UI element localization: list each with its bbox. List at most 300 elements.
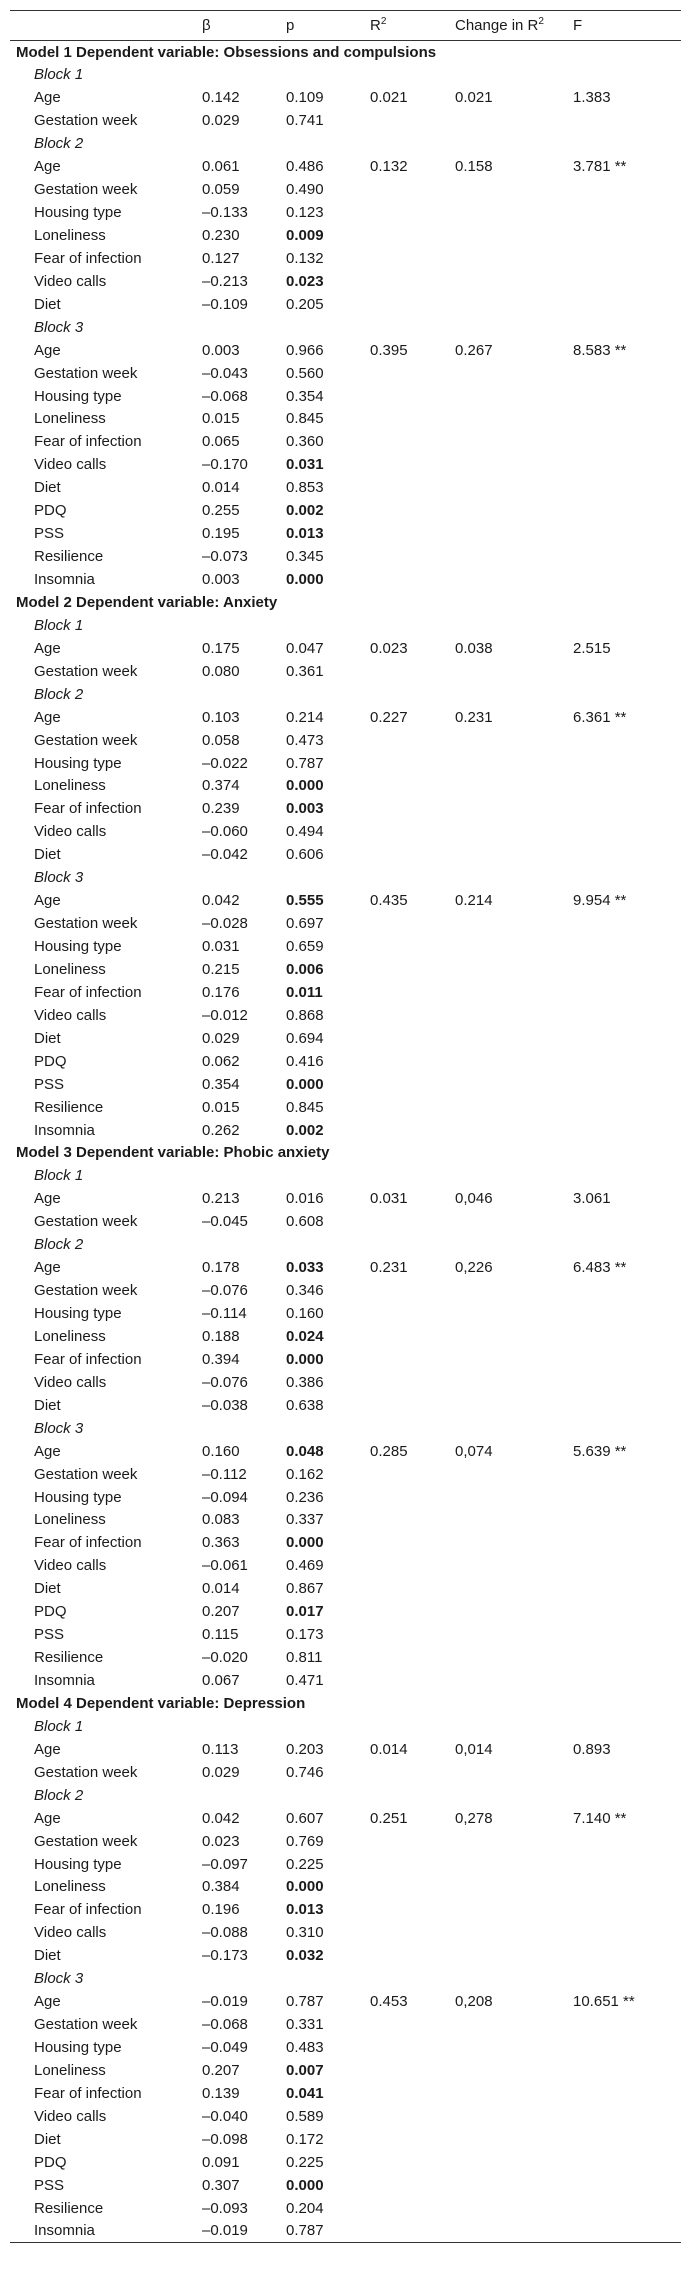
p-value: 0.162 (286, 1465, 324, 1483)
beta-value: –0.076 (202, 1373, 248, 1391)
f-value (569, 453, 681, 476)
block-header-row (10, 316, 681, 339)
change-r2-value (451, 729, 569, 752)
change-r2-value (451, 958, 569, 981)
p-value: 0.361 (286, 662, 324, 680)
variable-name: Age (34, 1442, 61, 1460)
table-row (10, 1073, 681, 1096)
table-row (10, 178, 681, 201)
r2-value (366, 109, 451, 132)
change-r2-value: 0.021 (455, 89, 493, 107)
change-r2-value (451, 2197, 569, 2220)
r2-value (366, 293, 451, 316)
change-r2-value (451, 1279, 569, 1302)
table-row (10, 1440, 681, 1463)
change-r2-value (451, 1853, 569, 1876)
change-r2-value (451, 660, 569, 683)
beta-value: 0.175 (202, 639, 240, 657)
table-row (10, 706, 681, 729)
model-title: Model 1 Dependent variable: Obsessions and compulsions (16, 43, 437, 61)
p-value: 0.845 (286, 410, 324, 428)
f-value (569, 1027, 681, 1050)
p-value: 0.123 (286, 204, 324, 222)
r2-value (366, 1348, 451, 1371)
variable-name: Diet (34, 479, 61, 497)
variable-name: Fear of infection (34, 2084, 142, 2102)
r2-value (366, 958, 451, 981)
r2-value (366, 270, 451, 293)
table-row (10, 1096, 681, 1119)
table-row (10, 86, 681, 109)
p-value: 0.017 (286, 1603, 324, 1621)
r2-value (366, 1646, 451, 1669)
table-row (10, 1486, 681, 1509)
header-p: p (282, 11, 366, 41)
beta-value: –0.094 (202, 1488, 248, 1506)
table-row (10, 1463, 681, 1486)
variable-name: Video calls (34, 1557, 107, 1575)
r2-value (366, 1096, 451, 1119)
model-header-row (10, 1692, 681, 1715)
p-value: 0.331 (286, 2016, 324, 2034)
p-value: 0.002 (286, 1121, 324, 1139)
change-r2-value (451, 1830, 569, 1853)
beta-value: 0.042 (202, 892, 240, 910)
p-value: 0.225 (286, 1855, 324, 1873)
r2-value (366, 1210, 451, 1233)
change-r2-value (451, 1531, 569, 1554)
r2-value: 0.251 (370, 1809, 408, 1827)
p-value: 0.214 (286, 708, 324, 726)
change-r2-value (451, 247, 569, 270)
change-r2-value (451, 2220, 569, 2243)
variable-name: Video calls (34, 1006, 107, 1024)
p-value: 0.041 (286, 2084, 324, 2102)
table-row (10, 1623, 681, 1646)
variable-name: Diet (34, 1029, 61, 1047)
p-value: 0.694 (286, 1029, 324, 1047)
model-header-row (10, 1142, 681, 1165)
r2-value (366, 2128, 451, 2151)
p-value: 0.853 (286, 479, 324, 497)
block-title: Block 3 (34, 1970, 84, 1988)
beta-value: 0.207 (202, 2061, 240, 2079)
change-r2-value (451, 775, 569, 798)
variable-name: PSS (34, 2176, 65, 2194)
r2-value: 0.285 (370, 1442, 408, 1460)
r2-value (366, 1394, 451, 1417)
f-value (569, 1348, 681, 1371)
table-row (10, 270, 681, 293)
f-value (569, 820, 681, 843)
r2-value (366, 1669, 451, 1692)
p-value: 0.746 (286, 1763, 324, 1781)
change-r2-value (451, 178, 569, 201)
table-row (10, 2059, 681, 2082)
variable-name: Fear of infection (34, 1350, 142, 1368)
variable-name: Housing type (34, 938, 122, 956)
p-value: 0.172 (286, 2130, 324, 2148)
r2-value: 0.227 (370, 708, 408, 726)
f-value (569, 912, 681, 935)
change-r2-value (451, 2013, 569, 2036)
change-r2-value (451, 1394, 569, 1417)
regression-table-container (10, 10, 681, 2243)
r2-value (366, 797, 451, 820)
r2-value (366, 522, 451, 545)
r2-value (366, 362, 451, 385)
beta-value: 0.176 (202, 983, 240, 1001)
beta-value: –0.038 (202, 1396, 248, 1414)
table-row (10, 889, 681, 912)
f-value (569, 430, 681, 453)
beta-value: 0.127 (202, 249, 240, 267)
table-row (10, 2013, 681, 2036)
f-value (569, 797, 681, 820)
p-value: 0.608 (286, 1213, 324, 1231)
change-r2-value (451, 1554, 569, 1577)
beta-value: 0.213 (202, 1190, 240, 1208)
beta-value: 0.113 (202, 1740, 239, 1758)
variable-name: PSS (34, 525, 65, 543)
change-r2-value (451, 476, 569, 499)
f-value (569, 2059, 681, 2082)
variable-name: PDQ (34, 1603, 67, 1621)
p-value: 0.494 (286, 823, 324, 841)
change-r2-value: 0,074 (455, 1442, 493, 1460)
f-value (569, 1119, 681, 1142)
p-value: 0.007 (286, 2061, 324, 2079)
p-value: 0.000 (286, 777, 324, 795)
table-row (10, 1027, 681, 1050)
f-value (569, 2174, 681, 2197)
change-r2-value (451, 2128, 569, 2151)
table-row (10, 1669, 681, 1692)
beta-value: 0.115 (202, 1626, 239, 1644)
p-value: 0.555 (286, 892, 324, 910)
r2-value (366, 1853, 451, 1876)
beta-value: 0.029 (202, 1763, 240, 1781)
change-r2-value (451, 545, 569, 568)
r2-value (366, 545, 451, 568)
beta-value: 0.091 (202, 2153, 240, 2171)
table-row (10, 1279, 681, 1302)
table-row (10, 1348, 681, 1371)
f-value (569, 224, 681, 247)
p-value: 0.469 (286, 1557, 324, 1575)
p-value: 0.386 (286, 1373, 324, 1391)
variable-name: Gestation week (34, 364, 138, 382)
r2-value (366, 2059, 451, 2082)
variable-name: Gestation week (34, 2016, 138, 2034)
r2-value (366, 408, 451, 431)
table-row (10, 912, 681, 935)
r2-value (366, 1876, 451, 1899)
r2-value (366, 1921, 451, 1944)
table-row (10, 155, 681, 178)
p-value: 0.486 (286, 158, 324, 176)
r2-value (366, 1944, 451, 1967)
block-title: Block 3 (34, 869, 84, 887)
p-value: 0.016 (286, 1190, 324, 1208)
table-row (10, 2128, 681, 2151)
change-r2-value: 0,046 (455, 1190, 493, 1208)
change-r2-value (451, 1486, 569, 1509)
beta-value: 0.080 (202, 662, 240, 680)
change-r2-value (451, 981, 569, 1004)
variable-name: Loneliness (34, 1511, 106, 1529)
table-row (10, 1600, 681, 1623)
r2-value (366, 1027, 451, 1050)
r2-value (366, 568, 451, 591)
variable-name: Housing type (34, 2039, 122, 2057)
p-value: 0.236 (286, 1488, 324, 1506)
r2-value (366, 1302, 451, 1325)
r2-value (366, 2036, 451, 2059)
beta-value: –0.040 (202, 2107, 248, 2125)
p-value: 0.109 (286, 89, 324, 107)
p-value: 0.204 (286, 2199, 324, 2217)
beta-value: 0.062 (202, 1052, 240, 1070)
f-value (569, 981, 681, 1004)
variable-name: Fear of infection (34, 800, 142, 818)
variable-name: Fear of infection (34, 1534, 142, 1552)
change-r2-value (451, 1210, 569, 1233)
beta-value: –0.088 (202, 1924, 248, 1942)
table-row (10, 981, 681, 1004)
beta-value: 0.196 (202, 1901, 240, 1919)
variable-name: Diet (34, 846, 61, 864)
beta-value: –0.133 (202, 204, 248, 222)
r2-value (366, 453, 451, 476)
variable-name: Loneliness (34, 226, 106, 244)
table-row (10, 797, 681, 820)
table-row (10, 935, 681, 958)
table-row (10, 1394, 681, 1417)
f-value (569, 522, 681, 545)
r2-value (366, 1554, 451, 1577)
table-row (10, 729, 681, 752)
variable-name: Diet (34, 1580, 61, 1598)
table-row (10, 1302, 681, 1325)
table-row (10, 1921, 681, 1944)
variable-name: Age (34, 639, 61, 657)
table-row (10, 1577, 681, 1600)
beta-value: 0.015 (202, 410, 240, 428)
change-r2-value (451, 820, 569, 843)
p-value: 0.659 (286, 938, 324, 956)
r2-value (366, 1761, 451, 1784)
beta-value: 0.139 (202, 2084, 240, 2102)
p-value: 0.867 (286, 1580, 324, 1598)
r2-value: 0.395 (370, 341, 408, 359)
change-r2-value (451, 1119, 569, 1142)
table-row (10, 408, 681, 431)
f-value (569, 247, 681, 270)
f-value (569, 476, 681, 499)
variable-name: Age (34, 1190, 61, 1208)
change-r2-value (451, 224, 569, 247)
table-row (10, 201, 681, 224)
r2-value (366, 2082, 451, 2105)
f-value (569, 1486, 681, 1509)
beta-value: 0.065 (202, 433, 240, 451)
f-value: 1.383 (573, 89, 611, 107)
table-row (10, 476, 681, 499)
header-r2-sup: 2 (380, 16, 387, 27)
table-row (10, 1853, 681, 1876)
beta-value: –0.114 (202, 1305, 247, 1323)
beta-value: –0.019 (202, 1993, 248, 2011)
table-row (10, 2174, 681, 2197)
p-value: 0.966 (286, 341, 324, 359)
r2-value (366, 499, 451, 522)
beta-value: –0.097 (202, 1855, 248, 1873)
r2-value (366, 1600, 451, 1623)
change-r2-value (451, 385, 569, 408)
p-value: 0.490 (286, 181, 324, 199)
beta-value: –0.173 (202, 1947, 248, 1965)
header-change-sup: 2 (538, 16, 544, 27)
f-value: 5.639 ** (573, 1442, 627, 1460)
change-r2-value (451, 362, 569, 385)
table-row (10, 545, 681, 568)
p-value: 0.346 (286, 1282, 324, 1300)
change-r2-value: 0,014 (455, 1740, 493, 1758)
p-value: 0.000 (286, 1534, 324, 1552)
variable-name: Housing type (34, 754, 122, 772)
variable-name: Gestation week (34, 662, 138, 680)
p-value: 0.473 (286, 731, 324, 749)
beta-value: 0.363 (202, 1534, 240, 1552)
r2-value (366, 430, 451, 453)
p-value: 0.173 (286, 1626, 324, 1644)
p-value: 0.160 (286, 1305, 324, 1323)
change-r2-value (451, 2174, 569, 2197)
r2-value (366, 2013, 451, 2036)
beta-value: 0.142 (202, 89, 240, 107)
beta-value: 0.230 (202, 226, 240, 244)
change-r2-value (451, 1623, 569, 1646)
variable-name: Resilience (34, 1649, 104, 1667)
r2-value: 0.031 (370, 1190, 408, 1208)
beta-value: 0.262 (202, 1121, 240, 1139)
change-r2-value: 0.214 (455, 892, 493, 910)
table-row (10, 1898, 681, 1921)
table-row (10, 2197, 681, 2220)
r2-value (366, 912, 451, 935)
variable-name: Age (34, 1993, 61, 2011)
regression-table (10, 10, 681, 2243)
r2-value: 0.231 (370, 1259, 408, 1277)
change-r2-value (451, 1004, 569, 1027)
beta-value: 0.042 (202, 1809, 240, 1827)
f-value (569, 1944, 681, 1967)
variable-name: Gestation week (34, 112, 138, 130)
f-value (569, 568, 681, 591)
variable-name: Insomnia (10, 2220, 198, 2243)
p-value: 0.769 (286, 1832, 324, 1850)
change-r2-value (451, 1876, 569, 1899)
variable-name: Insomnia (34, 1672, 95, 1690)
r2-value (366, 2151, 451, 2174)
beta-value: –0.042 (202, 846, 248, 864)
block-header-row (10, 1164, 681, 1187)
table-row (10, 820, 681, 843)
beta-value: 0.103 (202, 708, 240, 726)
r2-value: 0.132 (370, 158, 408, 176)
p-value: 0.000 (286, 1350, 324, 1368)
change-r2-value (451, 1646, 569, 1669)
table-row (10, 1371, 681, 1394)
block-header-row (10, 1715, 681, 1738)
f-value: 6.483 ** (573, 1259, 627, 1277)
f-value (569, 2197, 681, 2220)
change-r2-value: 0.231 (455, 708, 493, 726)
variable-name: Fear of infection (34, 433, 142, 451)
r2-value (366, 820, 451, 843)
beta-value: 0.384 (202, 1878, 240, 1896)
table-row (10, 1944, 681, 1967)
beta-value: –0.022 (202, 754, 248, 772)
f-value: 3.781 ** (573, 158, 627, 176)
table-row (10, 247, 681, 270)
table-row (10, 2036, 681, 2059)
f-value (569, 1921, 681, 1944)
change-r2-value (451, 912, 569, 935)
block-title: Block 1 (34, 1167, 84, 1185)
variable-name: Loneliness (34, 960, 106, 978)
f-value (569, 2105, 681, 2128)
f-value (569, 1830, 681, 1853)
f-value (569, 178, 681, 201)
variable-name: Resilience (34, 548, 104, 566)
change-r2-value (451, 2151, 569, 2174)
header-r2 (366, 11, 451, 41)
table-row (10, 2220, 681, 2243)
change-r2-value (451, 522, 569, 545)
r2-value (366, 775, 451, 798)
p-value: 0.009 (286, 226, 324, 244)
variable-name: Loneliness (34, 2061, 106, 2079)
change-r2-value (451, 797, 569, 820)
change-r2-value: 0,208 (455, 1993, 493, 2011)
change-r2-value (451, 1073, 569, 1096)
header-beta: β (198, 11, 282, 41)
f-value (569, 1279, 681, 1302)
block-title: Block 1 (34, 1717, 84, 1735)
p-value: 0.345 (286, 548, 324, 566)
f-value (569, 1531, 681, 1554)
r2-value (366, 1486, 451, 1509)
f-value (569, 1669, 681, 1692)
f-value (569, 408, 681, 431)
beta-value: 0.031 (202, 938, 240, 956)
f-value (569, 1302, 681, 1325)
f-value (569, 2013, 681, 2036)
variable-name: Gestation week (34, 1832, 138, 1850)
r2-value (366, 1119, 451, 1142)
r2-value (366, 729, 451, 752)
variable-name: Resilience (34, 1098, 104, 1116)
table-row (10, 1830, 681, 1853)
f-value (569, 1898, 681, 1921)
beta-value: 0.239 (202, 800, 240, 818)
header-change-text: Change in R (455, 17, 539, 34)
f-value: 2.515 (573, 639, 611, 657)
table-row (10, 752, 681, 775)
p-value: 0.000 (286, 1878, 324, 1896)
